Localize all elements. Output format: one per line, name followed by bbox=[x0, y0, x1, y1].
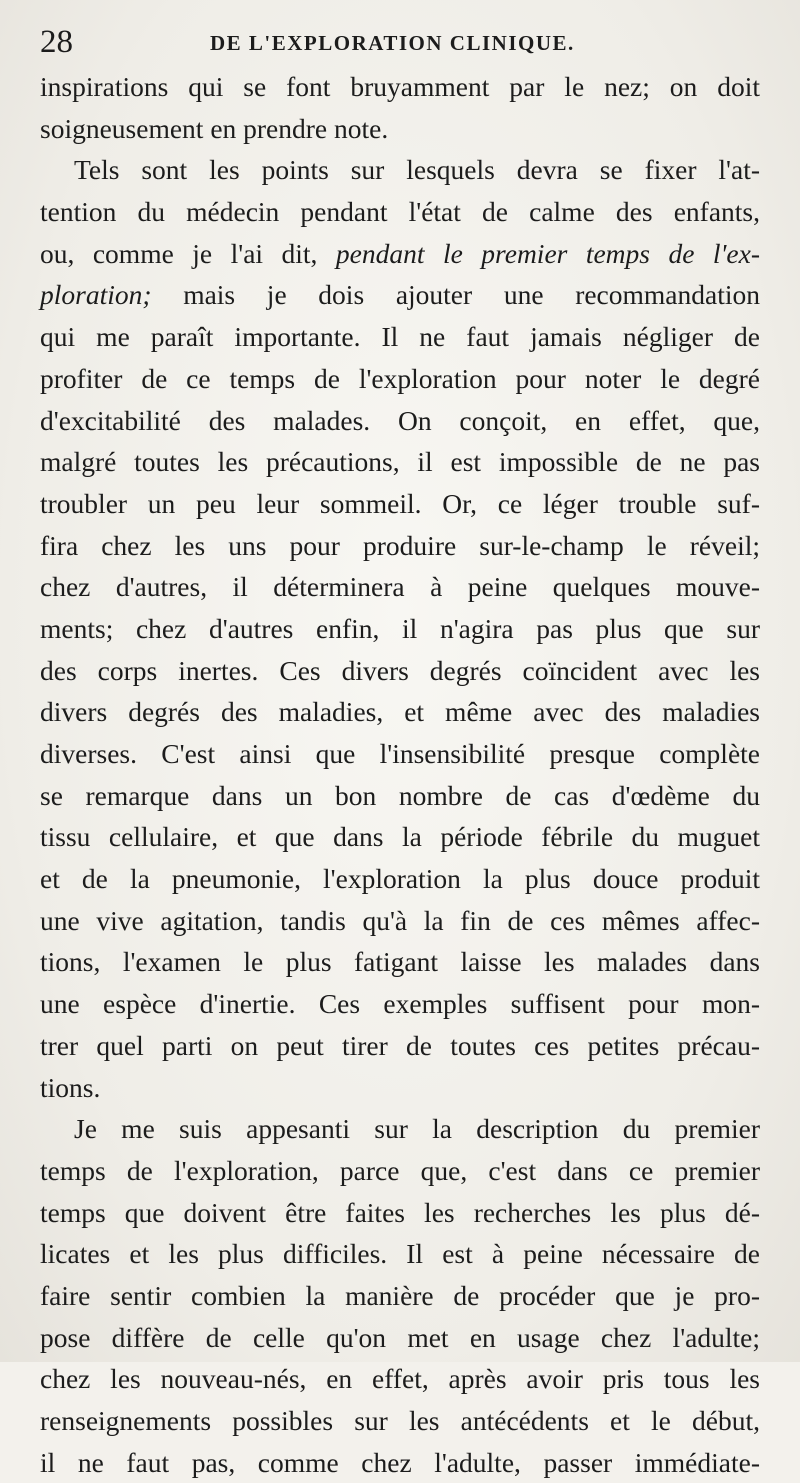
text-line: malgré toutes les précautions, il est impossible de ne pas bbox=[40, 446, 760, 478]
text-line: se remarque dans un bon nombre de cas d'œdème du bbox=[40, 779, 760, 811]
text-line: tissu cellulaire, et que dans la période fébrile du muguet bbox=[40, 821, 760, 853]
text-segment: ou, comme je l'ai dit, bbox=[40, 237, 336, 269]
text-line: divers degrés des maladies, et même avec des maladies bbox=[40, 696, 760, 728]
text-line bbox=[40, 274, 760, 316]
text-line: tention du médecin pendant l'état de calme des enfants, bbox=[40, 196, 760, 228]
text-line: diverses. C'est ainsi que l'insensibilité presque complète bbox=[40, 738, 760, 769]
text-line: soigneusement en prendre note. bbox=[40, 112, 389, 144]
text-line: des corps inertes. Ces divers degrés coïncident avec les bbox=[40, 654, 760, 686]
text-line: il ne faut pas, comme chez l'adulte, passer immédiate- bbox=[40, 1446, 760, 1478]
text-line: trer quel parti on peut tirer de toutes ces petites précau- bbox=[40, 1029, 760, 1061]
running-title: DE L'EXPLORATION CLINIQUE. bbox=[210, 31, 575, 55]
text-line: pose diffère de celle qu'on met en usage chez l'adulte; bbox=[40, 1321, 760, 1353]
text-line: temps que doivent être faites les recherches les plus dé- bbox=[40, 1196, 760, 1228]
text-line: chez d'autres, il déterminera à peine quelques mouve- bbox=[40, 571, 760, 603]
text-line: Je me suis appesanti sur la description du premier bbox=[74, 1113, 760, 1145]
text-line: fira chez les uns pour produire sur-le-champ le réveil; bbox=[40, 529, 760, 561]
text-line: tions, l'examen le plus fatigant laisse les malades dans bbox=[40, 946, 760, 978]
italic-phrase: ploration; bbox=[40, 279, 152, 311]
text-line: Tels sont les points sur lesquels devra se fixer l'at- bbox=[74, 154, 760, 186]
text-line: profiter de ce temps de l'exploration pour noter le degré bbox=[40, 362, 760, 394]
text-line: troubler un peu leur sommeil. Or, ce léger trouble suf- bbox=[40, 487, 760, 519]
italic-phrase: pendant le premier temps de l'ex- bbox=[335, 237, 760, 269]
text-line: temps de l'exploration, parce que, c'est dans ce premier bbox=[40, 1154, 760, 1186]
text-line: inspirations qui se font bruyamment par le nez; on doit bbox=[40, 71, 760, 102]
text-line: qui me paraît importante. Il ne faut jamais négliger de bbox=[40, 321, 760, 353]
text-line: d'excitabilité des malades. On conçoit, en effet, que, bbox=[40, 404, 760, 436]
text-line: chez les nouveau-nés, en effet, après avoir pris tous les bbox=[40, 1363, 760, 1395]
text-line: une espèce d'inertie. Ces exemples suffisent pour mon- bbox=[40, 988, 760, 1020]
running-head bbox=[40, 22, 760, 62]
text-line: tions. bbox=[40, 1071, 101, 1103]
text-line: ments; chez d'autres enfin, il n'agira pas plus que sur bbox=[40, 612, 760, 644]
body-text bbox=[40, 66, 760, 1483]
text-line: renseignements possibles sur les antécédents et le début, bbox=[40, 1405, 760, 1436]
text-line: faire sentir combien la manière de procéder que je pro- bbox=[40, 1279, 760, 1311]
text-line: licates et les plus difficiles. Il est à peine nécessaire de bbox=[40, 1238, 760, 1270]
text-line: une vive agitation, tandis qu'à la fin de ces mêmes affec- bbox=[40, 904, 760, 936]
text-segment: mais je dois ajouter une recommandation bbox=[151, 279, 760, 311]
page-number: 28 bbox=[40, 24, 73, 60]
text-line: et de la pneumonie, l'exploration la plus douce produit bbox=[40, 863, 760, 895]
text-line bbox=[40, 233, 760, 275]
